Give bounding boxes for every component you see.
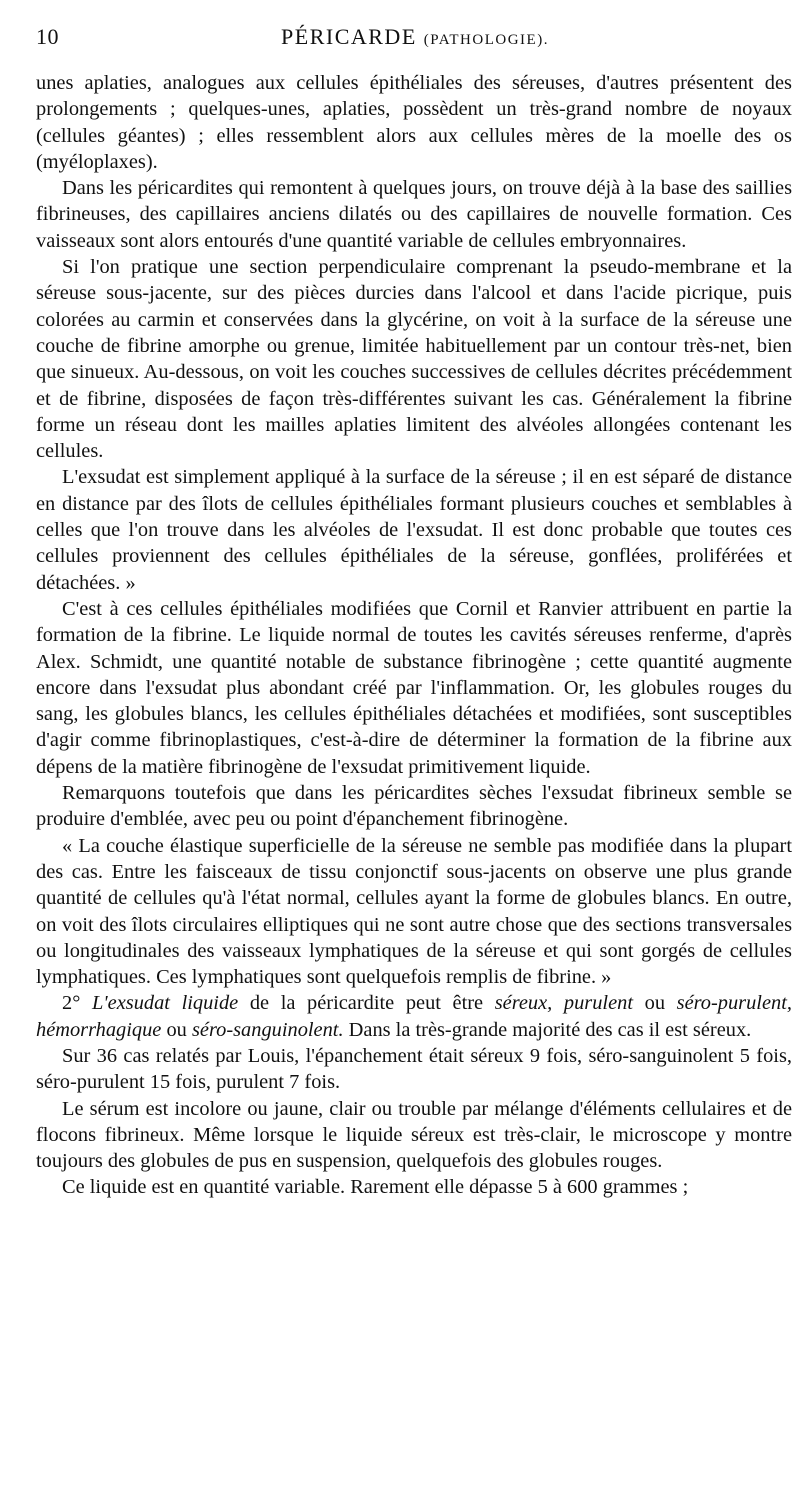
paragraph-9: Sur 36 cas relatés par Louis, l'épanchement était séreux 9 fois, séro-sanguinolent 5 fois, séro-purulent 15 fois, purulent 7 fois.: [36, 1044, 792, 1094]
p8-italic-2: séreux, purulent: [494, 992, 633, 1015]
running-title-sub: (PATHOLOGIE).: [423, 32, 549, 48]
paragraph-3: Si l'on pratique une section perpendiculaire comprenant la pseudo-membrane et la séreuse sous-jacente, sur des pièces durcies dans l'alcool et dans l'acide picrique, puis colorées au carmin et conservées dans la glycérine, on voit à la surface de la séreuse une couche de fibrine amorphe ou grenue, limitée habituellement par un contour très-net, bien que sinueux. Au-dessous, on voit les couches successives de cellules décrites précédemment et de fibrine, disposées de façon très-différentes suivant les cas. Généralement la fibrine forme un réseau dont les mailles aplaties limitent des alvéoles allongées contenant les cellules.: [36, 256, 792, 463]
running-title: [36, 24, 794, 50]
p8-italic-1: L'exsudat liquide: [91, 992, 239, 1015]
paragraph-1: unes aplaties, analogues aux cellules épithéliales des séreuses, d'autres présentent des prolongements ; quelques-unes, aplaties, possèdent un très-grand nombre de noyaux (cellules géantes) ; elles ressemblent alors aux cellules mères de la moelle des os (myéloplaxes).: [36, 72, 792, 173]
page-body: [36, 70, 792, 1201]
paragraph-6: Remarquons toutefois que dans les péricardites sèches l'exsudat fibrineux semble se produire d'emblée, avec peu ou point d'épanchement fibrinogène.: [36, 782, 792, 831]
paragraph-5: C'est à ces cellules épithéliales modifiées que Cornil et Ranvier attribuent en partie la formation de la fibrine. Le liquide normal de toutes les cavités séreuses renferme, d'après Alex. Schmidt, une quantité notable de substance fibrinogène ; cette quantité augmente encore dans l'exsudat plus abondant créé par l'inflammation. Or, les globules rouges du sang, les globules blancs, les cellules épithéliales détachées et modifiées, sont susceptibles d'agir comme fibrinoplastiques, c'est-à-dire de déterminer la formation de la fibrine aux dépens de la matière fibrinogène de l'exsudat primitivement liquide.: [36, 597, 792, 778]
p8-text-3: ou: [633, 992, 677, 1015]
page-number: 10: [36, 24, 59, 49]
paragraph-4: L'exsudat est simplement appliqué à la surface de la séreuse ; il en est séparé de distance en distance par des îlots de cellules épithéliales formant plusieurs couches et semblables à celles que l'on trouve dans les alvéoles de l'exsudat. Il est donc probable que toutes ces cellules proviennent des cellules épithéliales de la séreuse, gonflées, proliférées et détachées. »: [36, 466, 792, 594]
paragraph-11: Ce liquide est en quantité variable. Rarement elle dépasse 5 à 600 grammes ;: [62, 1176, 689, 1199]
p8-text-2: de la péricardite peut être: [238, 992, 495, 1015]
paragraph-10: Le sérum est incolore ou jaune, clair ou trouble par mélange d'éléments cellulaires et de flocons fibrineux. Même lorsque le liquide séreux est très-clair, le microscope y montre toujours des globules de pus en suspension, quelquefois des globules rouges.: [36, 1097, 792, 1173]
running-header: [36, 24, 794, 52]
paragraph-2: Dans les péricardites qui remontent à quelques jours, on trouve déjà à la base des saillies fibrineuses, des capillaires anciens dilatés ou des capillaires de nouvelle formation. Ces vaisseaux sont alors entourés d'une quantité variable de cellules embryonnaires.: [36, 177, 792, 252]
paragraph-7: « La couche élastique superficielle de la séreuse ne semble pas modifiée dans la plupart des cas. Entre les faisceaux de tissu conjonctif sous-jacents on observe une plus grande quantité de cellules qu'à l'état normal, cellules ayant la forme de globules blancs. En outre, on voit des îlots circulaires elliptiques qui ne sont autre chose que des sections transversales ou longitudinales des vaisseaux lymphatiques de la séreuse et qui sont gorgés de cellules lymphatiques. Ces lymphatiques sont quelquefois remplis de fibrine. »: [36, 834, 792, 989]
p8-text-5: Dans la très-grande majorité des cas il est séreux.: [343, 1018, 752, 1041]
p8-italic-4: séro-sanguinolent.: [191, 1018, 344, 1041]
running-title-main: PÉRICARDE: [281, 24, 417, 49]
paragraph-8: [36, 990, 792, 1043]
p8-text-1: 2°: [62, 992, 92, 1015]
p8-italic-3: séro-purulent, hémorrhagique: [36, 992, 792, 1041]
p8-text-4: ou: [161, 1018, 192, 1041]
